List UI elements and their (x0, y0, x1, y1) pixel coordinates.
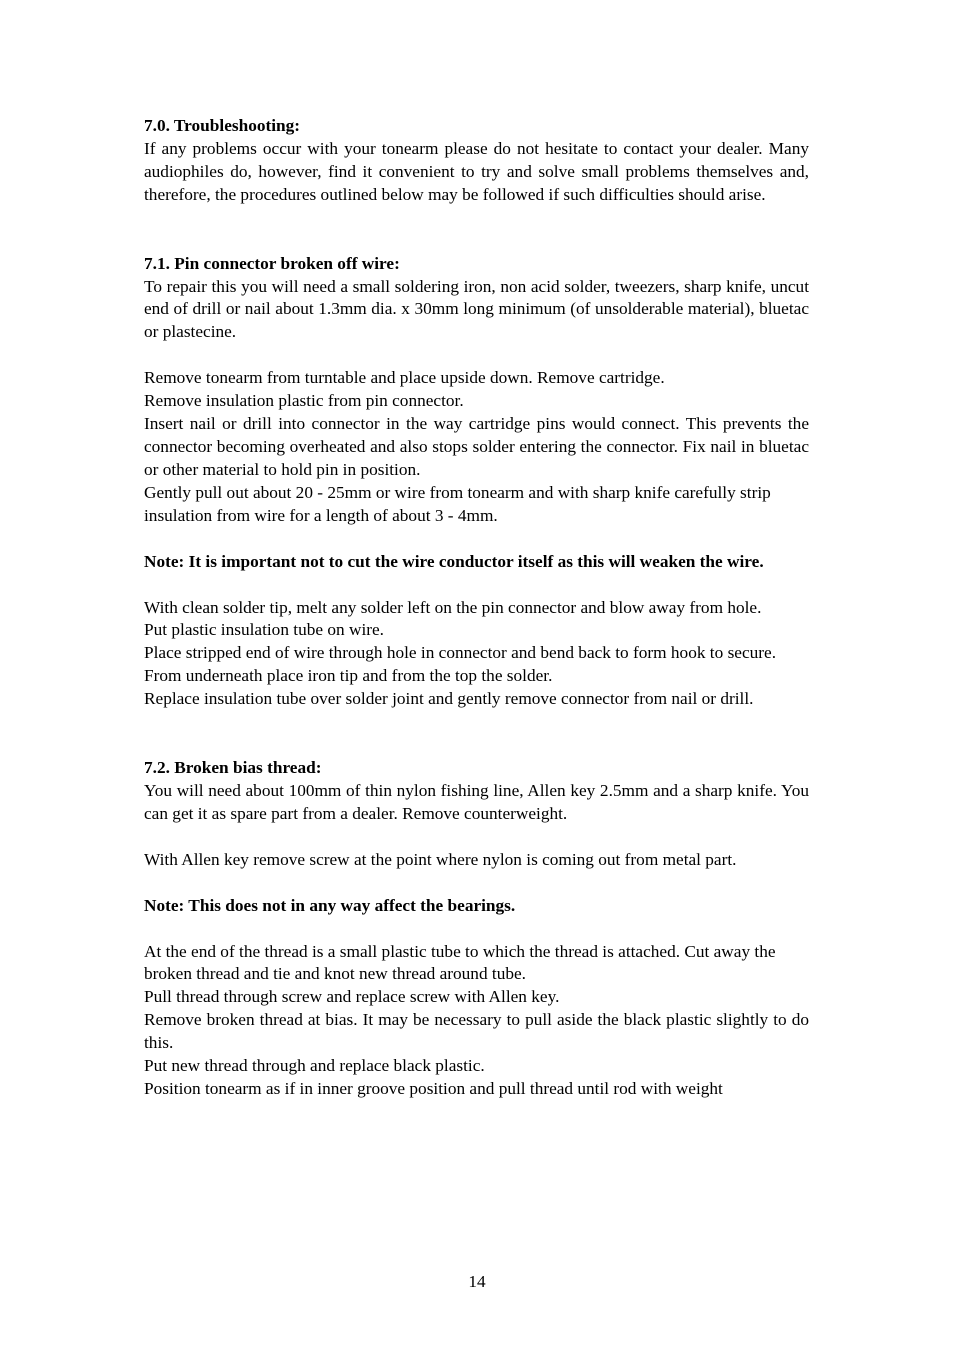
step-7-1-a-3: Insert nail or drill into connector in the way cartridge pins would connect. This prevents the connector becoming overheated and also stops solder entering the connector. Fix nail in bluetac or other material to hold pin in position. (144, 414, 809, 479)
heading-7-1: 7.1. Pin connector broken off wire: (144, 253, 400, 273)
step-7-2-5: Put new thread through and replace black plastic. (144, 1056, 485, 1076)
step-7-1-b-5: Replace insulation tube over solder joint and gently remove connector from nail or drill. (144, 689, 754, 709)
page-number: 14 (468, 1272, 486, 1291)
step-7-1-a-1: Remove tonearm from turntable and place upside down. Remove cartridge. (144, 368, 665, 388)
heading-7-2: 7.2. Broken bias thread: (144, 758, 322, 778)
step-7-1-b-4: From underneath place iron tip and from the top the solder. (144, 666, 553, 686)
step-7-1-a-2: Remove insulation plastic from pin connector. (144, 391, 464, 411)
note-7-1: Note: It is important not to cut the wire conductor itself as this will weaken the wire. (144, 551, 764, 571)
step-7-2-2: At the end of the thread is a small plastic tube to which the thread is attached. Cut away the broken thread and tie and knot new thread around tube. (144, 941, 776, 984)
page-content (144, 115, 809, 1101)
note-7-2: Note: This does not in any way affect the bearings. (144, 895, 516, 915)
step-7-2-4: Remove broken thread at bias. It may be necessary to pull aside the black plastic slightly to do this. (144, 1010, 809, 1053)
step-7-2-6: Position tonearm as if in inner groove position and pull thread until rod with weight (144, 1079, 723, 1098)
paragraph-7-0-body: If any problems occur with your tonearm please do not hesitate to contact your dealer. Many audiophiles do, however, find it convenient to try and solve small problems themselves and, therefore, the procedures outlined below may be followed if such difficulties should arise. (144, 138, 809, 204)
heading-7-0: 7.0. Troubleshooting: (144, 116, 301, 135)
step-7-1-b-3: Place stripped end of wire through hole in connector and bend back to form hook to secure. (144, 643, 777, 663)
step-7-2-1: With Allen key remove screw at the point where nylon is coming out from metal part. (144, 849, 737, 869)
step-7-2-3: Pull thread through screw and replace screw with Allen key. (144, 987, 560, 1007)
step-7-1-a-4: Gently pull out about 20 - 25mm or wire from tonearm and with sharp knife carefully strip insulation from wire for a length of about 3 - 4mm. (144, 482, 771, 525)
step-7-1-b-1: With clean solder tip, melt any solder left on the pin connector and blow away from hole. (144, 597, 762, 617)
paragraph-7-1-intro: To repair this you will need a small soldering iron, non acid solder, tweezers, sharp knife, uncut end of drill or nail about 1.3mm dia. x 30mm long minimum (of unsolderable material), bluetac or plastecine. (144, 276, 809, 342)
paragraph-7-2-intro: You will need about 100mm of thin nylon fishing line, Allen key 2.5mm and a sharp knife. You can get it as spare part from a dealer. Remove counterweight. (144, 780, 809, 823)
step-7-1-b-2: Put plastic insulation tube on wire. (144, 620, 384, 640)
